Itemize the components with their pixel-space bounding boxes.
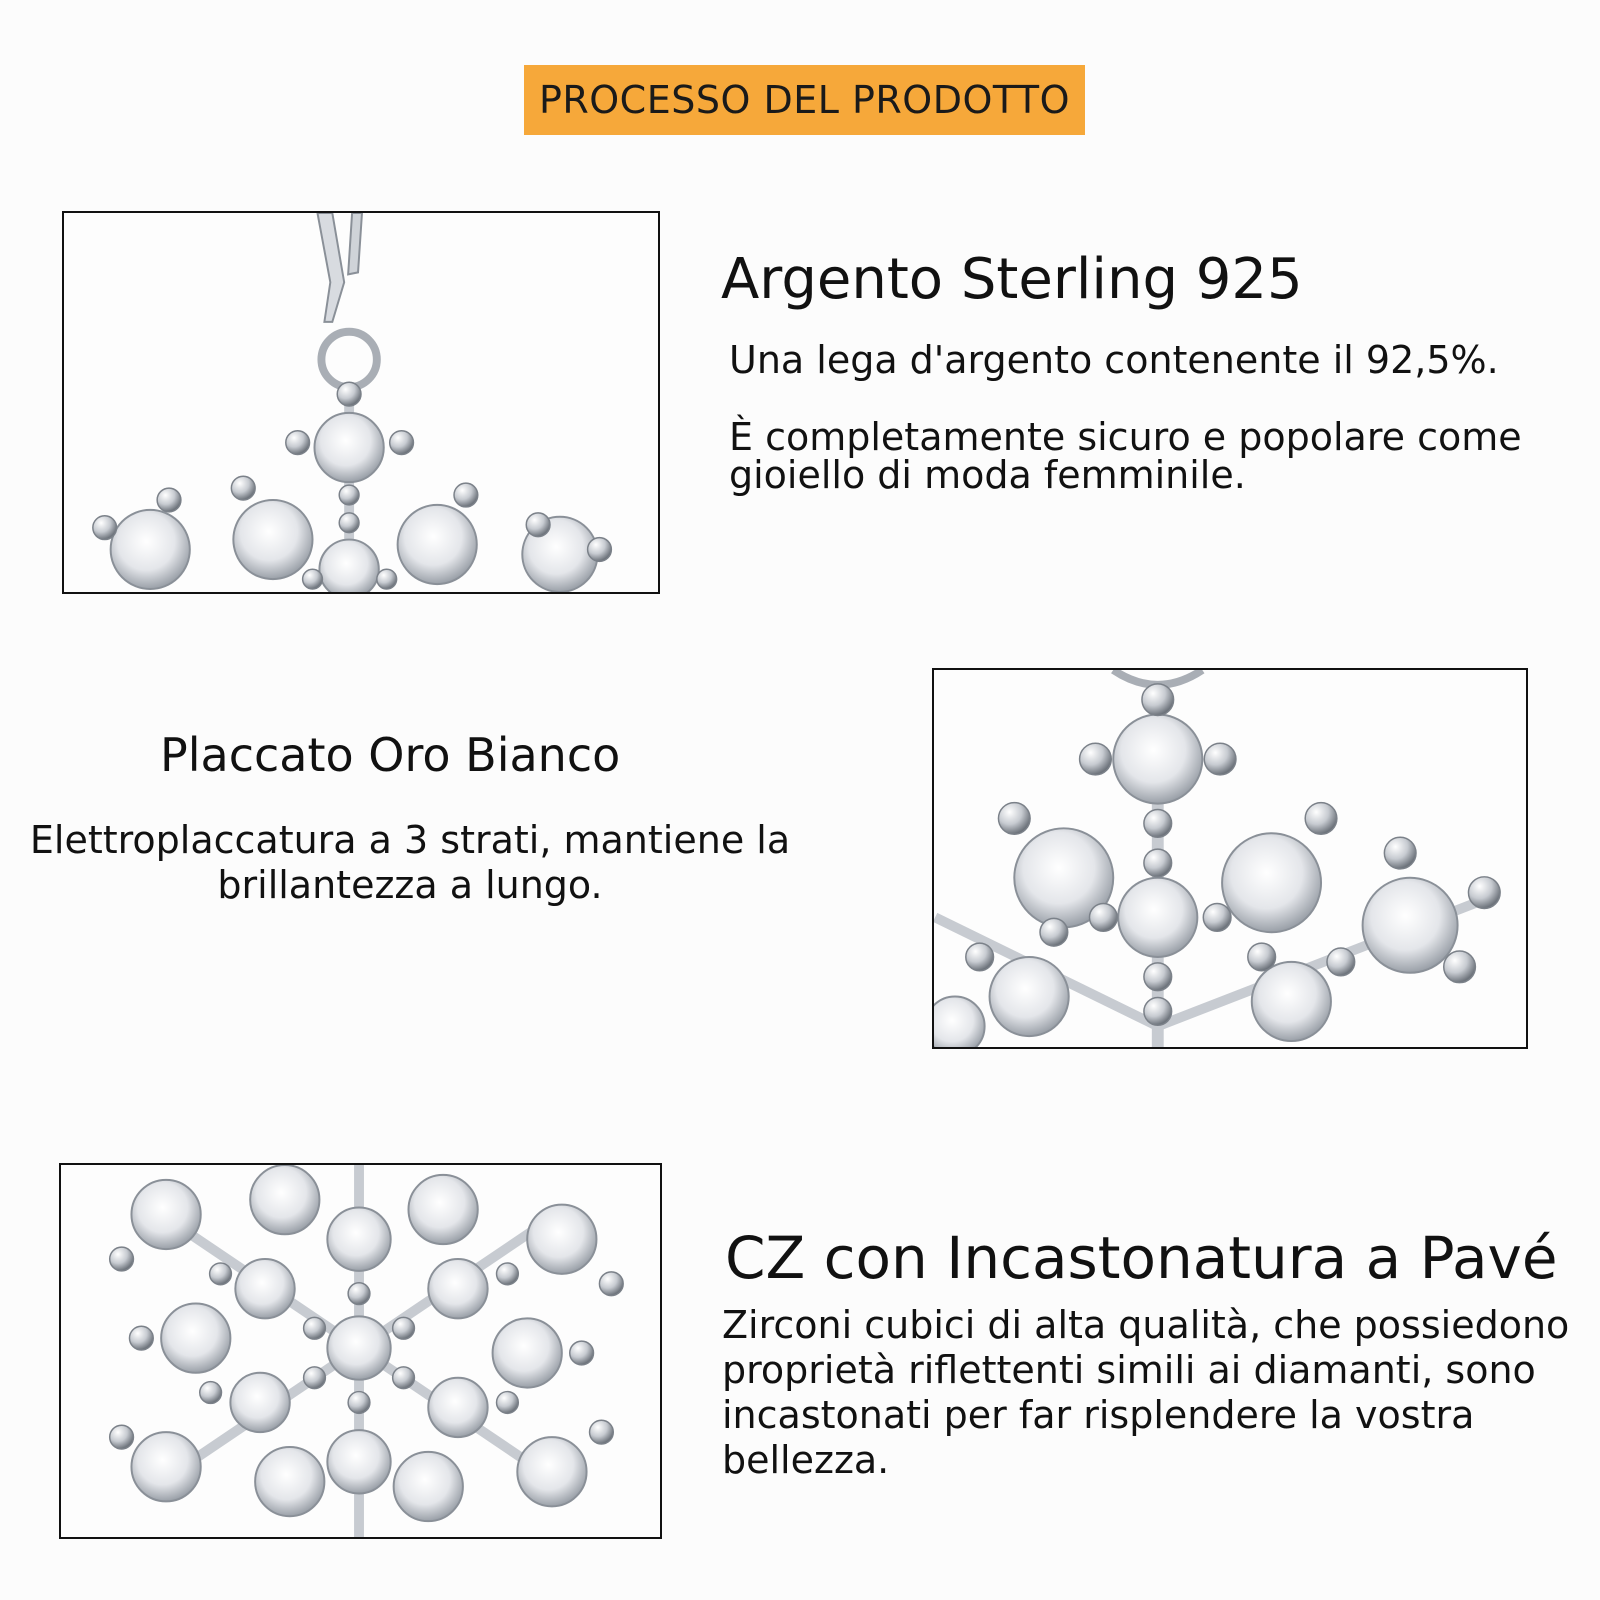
section-title-white-gold: Placcato Oro Bianco — [160, 728, 621, 782]
section-title-sterling: Argento Sterling 925 — [721, 247, 1303, 312]
section-text-white-gold: Elettroplaccatura a 3 strati, mantiene la brillantezza a lungo. — [29, 818, 791, 907]
snowflake-pendant-full-photo — [59, 1163, 662, 1539]
section-text-sterling-1: Una lega d'argento contenente il 92,5%. — [729, 338, 1499, 382]
section-badge: PROCESSO DEL PRODOTTO — [524, 65, 1085, 135]
snowflake-pendant-closeup-photo — [932, 668, 1528, 1049]
snowflake-pendant-top-photo — [62, 211, 660, 594]
section-title-cz-pave: CZ con Incastonatura a Pavé — [725, 1224, 1558, 1292]
pendant-closeup-illustration — [934, 670, 1526, 1047]
pendant-full-illustration — [61, 1165, 660, 1537]
section-text-sterling-2: È completamente sicuro e popolare come gioiello di moda femminile. — [729, 415, 1522, 497]
pendant-illustration — [64, 213, 658, 592]
section-text-cz-pave: Zirconi cubici di alta qualità, che possiedono proprietà riflettenti simili ai diamanti, sono incastonati per far risplendere la vostra bellezza. — [722, 1303, 1570, 1482]
